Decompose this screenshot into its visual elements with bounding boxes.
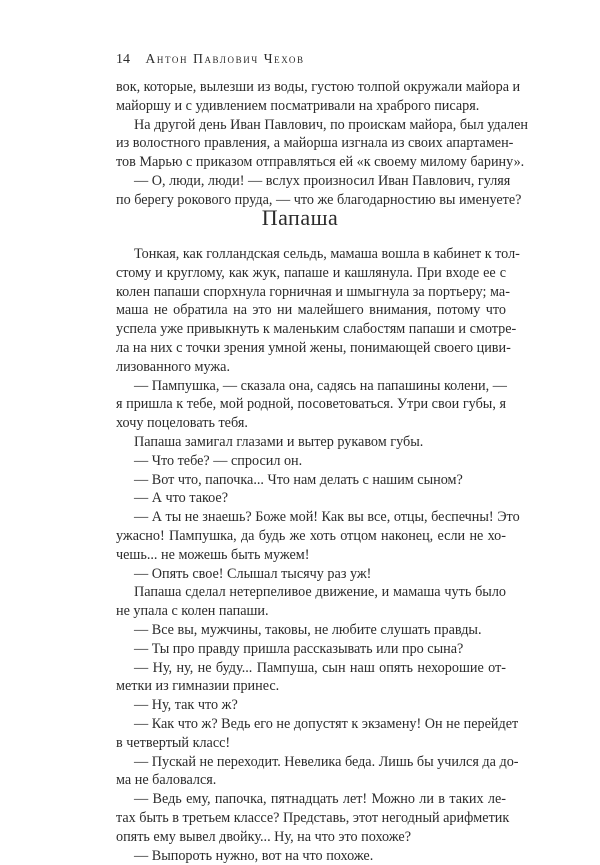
text-line: метки из гимназии принес. bbox=[116, 677, 506, 696]
text-line: — Выпороть нужно, вот на что похоже. bbox=[116, 847, 506, 865]
text-line: — Опять свое! Слышал тысячу раз уж! bbox=[116, 565, 506, 584]
text-line: ма не баловался. bbox=[116, 771, 506, 790]
text-line: — Ведь ему, папочка, пятнадцать лет! Можно ли в таких ле- bbox=[116, 790, 506, 809]
text-line: — Пампушка, — сказала она, садясь на папашины колени, — bbox=[116, 377, 506, 396]
text-line: стому и круглому, как жук, папаше и кашлянула. При входе ее с bbox=[116, 264, 506, 283]
text-line: майоршу и с удивлением посматривали на храброго писаря. bbox=[116, 97, 506, 116]
text-line: ла на них с точки зрения умной жены, понимающей своего циви- bbox=[116, 339, 506, 358]
previous-story-ending bbox=[116, 78, 506, 210]
text-line: по берегу рокового пруда, — что же благодарностию вы именуете? bbox=[116, 191, 506, 210]
running-head bbox=[116, 51, 506, 68]
text-line: тов Марью с приказом отправляться ей «к своему милому барину». bbox=[116, 153, 506, 172]
story-title: Папаша bbox=[0, 205, 600, 231]
text-line: лизованного мужа. bbox=[116, 358, 506, 377]
text-line: — Пускай не переходит. Невелика беда. Лишь бы учился да до- bbox=[116, 753, 506, 772]
text-line: — Вот что, папочка... Что нам делать с нашим сыном? bbox=[116, 471, 506, 490]
text-line: тах быть в третьем классе? Представь, этот негодный арифметик bbox=[116, 809, 506, 828]
text-line: — Ты про правду пришла рассказывать или про сына? bbox=[116, 640, 506, 659]
text-line: вок, которые, вылезши из воды, густою толпой окружали майора и bbox=[116, 78, 506, 97]
text-line: не упала с колен папаши. bbox=[116, 602, 506, 621]
text-line: Папаша замигал глазами и вытер рукавом губы. bbox=[116, 433, 506, 452]
text-line: колен папаши спорхнула горничная и шмыгнула за портьеру; ма- bbox=[116, 283, 506, 302]
text-line: — Что тебе? — спросил он. bbox=[116, 452, 506, 471]
page-number: 14 bbox=[116, 52, 130, 67]
text-line: из волостного правления, а майорша изгнала из своих апартамен- bbox=[116, 134, 506, 153]
text-line: — А ты не знаешь? Боже мой! Как вы все, отцы, беспечны! Это bbox=[116, 508, 506, 527]
text-line: ужасно! Пампушка, да будь же хоть отцом наконец, если не хо- bbox=[116, 527, 506, 546]
text-line: — А что такое? bbox=[116, 489, 506, 508]
text-line: Тонкая, как голландская сельдь, мамаша вошла в кабинет к тол- bbox=[116, 245, 506, 264]
text-line: — Как что ж? Ведь его не допустят к экзамену! Он не перейдет bbox=[116, 715, 506, 734]
text-line: — О, люди, люди! — вслух произносил Иван Павлович, гуляя bbox=[116, 172, 506, 191]
text-line: в четвертый класс! bbox=[116, 734, 506, 753]
text-line: чешь... не можешь быть мужем! bbox=[116, 546, 506, 565]
author-name: Антон Павлович Чехов bbox=[146, 51, 305, 66]
text-line: — Все вы, мужчины, таковы, не любите слушать правды. bbox=[116, 621, 506, 640]
story-body bbox=[116, 245, 506, 865]
text-line: маша не обратила на это ни малейшего внимания, потому что bbox=[116, 301, 506, 320]
text-line: — Ну, ну, не буду... Пампуша, сын наш опять нехорошие от- bbox=[116, 659, 506, 678]
text-line: — Ну, так что ж? bbox=[116, 696, 506, 715]
text-line: Папаша сделал нетерпеливое движение, и мамаша чуть было bbox=[116, 583, 506, 602]
text-line: успела уже привыкнуть к маленьким слабостям папаши и смотре- bbox=[116, 320, 506, 339]
text-line: я пришла к тебе, мой родной, посоветоваться. Утри свои губы, я bbox=[116, 395, 506, 414]
text-line: хочу поцеловать тебя. bbox=[116, 414, 506, 433]
text-line: опять ему вывел двойку... Ну, на что это похоже? bbox=[116, 828, 506, 847]
text-line: На другой день Иван Павлович, по проискам майора, был удален bbox=[116, 116, 506, 135]
